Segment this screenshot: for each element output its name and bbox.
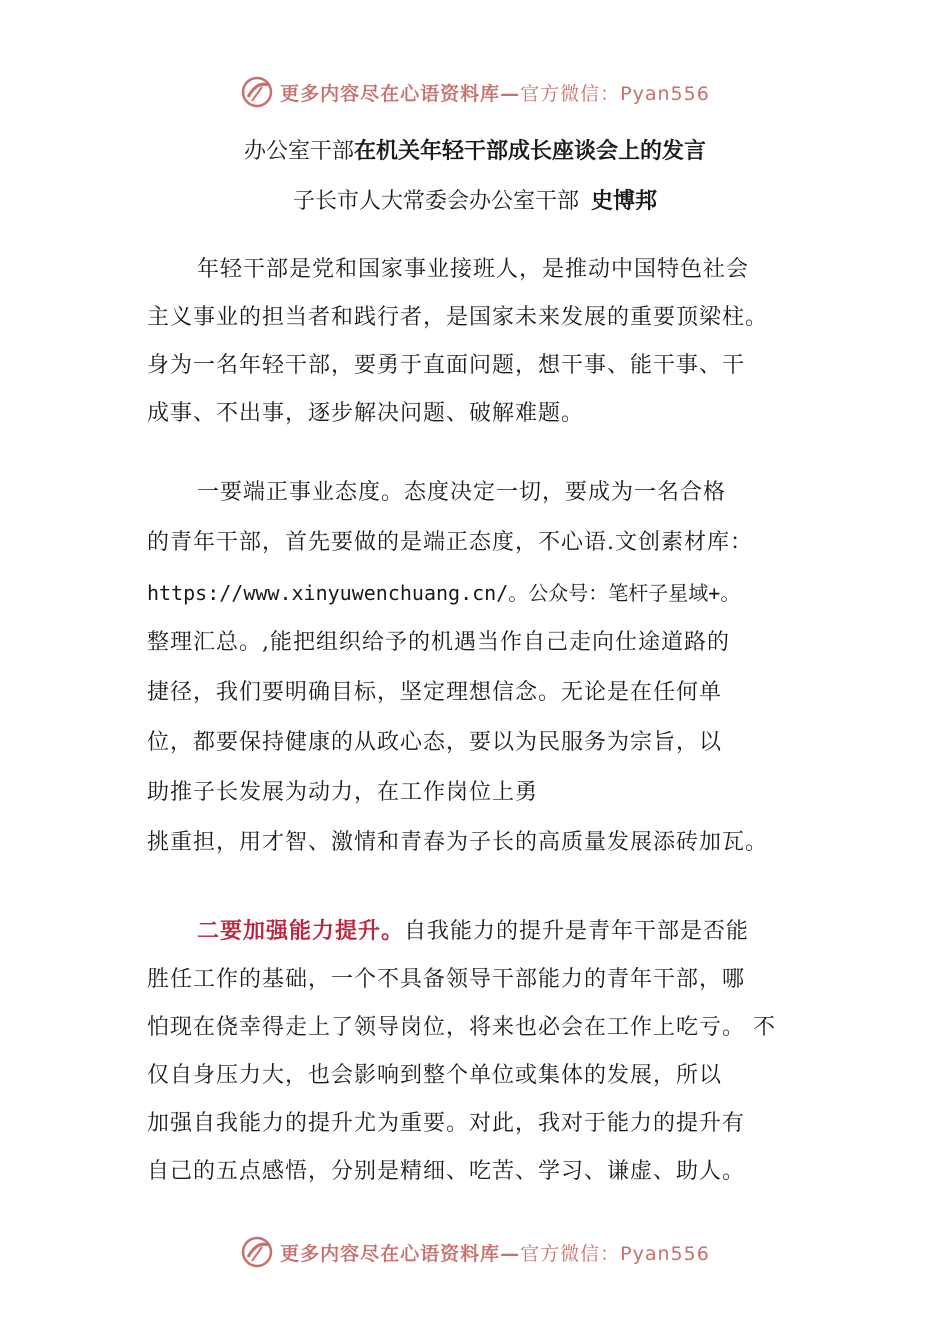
title-main: 在机关年轻干部成长座谈会上的发言: [354, 139, 707, 164]
paragraph-line: [147, 908, 827, 956]
paragraph-ability: [147, 908, 827, 1196]
banner-text: 更多内容尽在心语资料库—: [280, 1242, 521, 1265]
paragraph-line: 助推子长发展为动力，在工作岗位上勇: [147, 780, 539, 805]
paragraph-attitude: [147, 468, 827, 868]
paragraph-line: 整理汇总。,能把组织给予的机遇当作自己走向仕途道路的: [147, 630, 730, 655]
header-watermark-banner: [0, 72, 950, 112]
section-heading: 二要加强能力提升。: [197, 919, 405, 944]
paragraph-line: 仅自身压力大，也会影响到整个单位或集体的发展，所以: [147, 1063, 723, 1088]
paragraph-line: 年轻干部是党和国家事业接班人，是推动中国特色社会: [197, 257, 750, 282]
paragraph-line: 捷径，我们要明确目标，坚定理想信念。无论是在任何单: [147, 680, 723, 705]
paragraph-line: 主义事业的担当者和践行者，是国家未来发展的重要顶梁柱。: [147, 305, 769, 330]
paragraph-line: 的青年干部，首先要做的是端正态度，不心语.文创素材库：: [147, 530, 753, 555]
paragraph-text: 自我能力的提升是青年干部是否能: [404, 919, 750, 944]
paragraph-line: 怕现在侥幸得走上了领导岗位，将来也必会在工作上吃亏。 不: [147, 1015, 776, 1040]
paragraph-line: 挑重担，用才智、激情和青春为子长的高质量发展添砖加瓦。: [147, 830, 769, 855]
paragraph-intro: [147, 246, 827, 438]
byline: [0, 182, 950, 222]
byline-org: 子长市人大常委会办公室干部: [292, 189, 579, 214]
paragraph-line-url: https://www.xinyuwenchuang.cn/。公众号：笔杆子星域+。: [147, 581, 741, 605]
banner-text: 更多内容尽在心语资料库—: [280, 82, 521, 105]
document-title: [0, 132, 950, 172]
banner-wechat: 官方微信：Pyan556: [520, 1242, 710, 1265]
paragraph-line: 加强自我能力的提升尤为重要。对此，我对于能力的提升有: [147, 1111, 746, 1136]
byline-name: 史博邦: [591, 189, 658, 214]
paragraph-line: 位，都要保持健康的从政心态，要以为民服务为宗旨，以: [147, 730, 723, 755]
paragraph-line: 胜任工作的基础，一个不具备领导干部能力的青年干部，哪: [147, 967, 746, 992]
paragraph-line: 自己的五点感悟，分别是精细、吃苦、学习、谦虚、助人。: [147, 1159, 746, 1184]
paragraph-line: 一要端正事业态度。态度决定一切，要成为一名合格: [197, 480, 727, 505]
paragraph-line: 身为一名年轻干部，要勇于直面问题，想干事、能干事、干: [147, 353, 746, 378]
logo-icon: [240, 1235, 274, 1269]
paragraph-line: 成事、不出事，逐步解决问题、破解难题。: [147, 401, 585, 426]
logo-icon: [240, 75, 274, 109]
banner-wechat: 官方微信：Pyan556: [520, 82, 710, 105]
title-prefix: 办公室干部: [243, 139, 354, 164]
footer-watermark-banner: [0, 1232, 950, 1272]
